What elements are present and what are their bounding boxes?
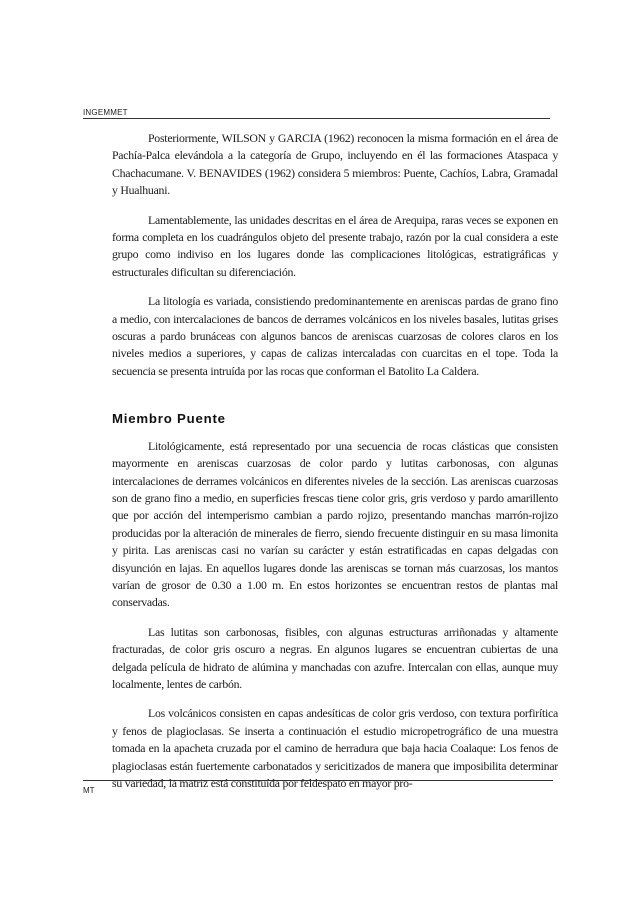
section-heading: Miembro Puente: [112, 411, 226, 427]
document-body: [112, 130, 558, 804]
footer-rule: [83, 780, 553, 781]
body-paragraph: La litología es variada, consistiendo predominantemente en areniscas pardas de grano fino a medio, con intercalaciones de bancos de derrames volcánicos en los niveles basales, lutitas grises oscuras a pardo brunáceas con algunos bancos de areniscas cuarzosas de colores claros en los niveles medios a superiores, y capas de calizas intercaladas con cuarcitas en el tope. Toda la secuencia se presenta intruída por las rocas que conforman el Batolito La Caldera.: [112, 294, 558, 378]
body-paragraph: Lamentablemente, las unidades descritas en el área de Arequipa, raras veces se exponen en forma completa en los cuadrángulos objeto del presente trabajo, razón por la cual considera a este grupo como indiviso en los lugares donde las complicaciones litológicas, estratigráficas y estructurales dificultan su diferenciación.: [112, 212, 558, 279]
running-header: INGEMMET: [83, 108, 128, 117]
running-footer: MT: [83, 786, 95, 795]
header-rule: [83, 118, 550, 119]
body-paragraph: Los volcánicos consisten en capas andesíticas de color gris verdoso, con textura porfirítica y fenos de plagioclasas. Se inserta a continuación el estudio micropetrográfico de una muestra tomada en la apacheta cruzada por el camino de herradura que baja hacia Coalaque: Los fenos de plagioclasas están fuertemente carbonatados y sericitizados de manera que imposibilita determinar su variedad, la matriz está constituída por feldespato en mayor pro-: [112, 706, 558, 790]
body-paragraph: Litológicamente, está representado por una secuencia de rocas clásticas que consisten mayormente en areniscas cuarzosas de color pardo y lutitas carbonosas, con algunas intercalaciones de derrames volcánicos en diferentes niveles de la sección. Las areniscas cuarzosas son de grano fino a medio, en superficies frescas tiene color gris, gris verdoso y pardo amarillento que por acción del intemperismo cambian a pardo rojizo, presentando manchas marrón-rojizo producidas por la alteración de minerales de fierro, siendo frecuente distinguir en su masa limonita y pirita. Las areniscas casi no varían su carácter y están estratificadas en capas delgadas con disyunción en lajas. En aquellos lugares donde las areniscas se tornan más cuarzosas, los mantos varían de grosor de 0.30 a 1.00 m. En estos horizontes se encuentran restos de plantas mal conservadas.: [112, 438, 558, 610]
body-paragraph: Posteriormente, WILSON y GARCIA (1962) reconocen la misma formación en el área de Pachía-Palca elevándola a la categoría de Grupo, incluyendo en él las formaciones Ataspaca y Chachacumane. V. BENAVIDES (1962) considera 5 miembros: Puente, Cachíos, Labra, Gramadal y Hualhuani.: [112, 131, 558, 198]
body-paragraph: Las lutitas son carbonosas, fisibles, con algunas estructuras arriñonadas y altamente fracturadas, de color gris oscuro a negras. En algunos lugares se encuentran cubiertas de una delgada película de hidrato de alúmina y manchadas con azufre. Intercalan con ellas, aunque muy localmente, lentes de carbón.: [112, 624, 558, 691]
